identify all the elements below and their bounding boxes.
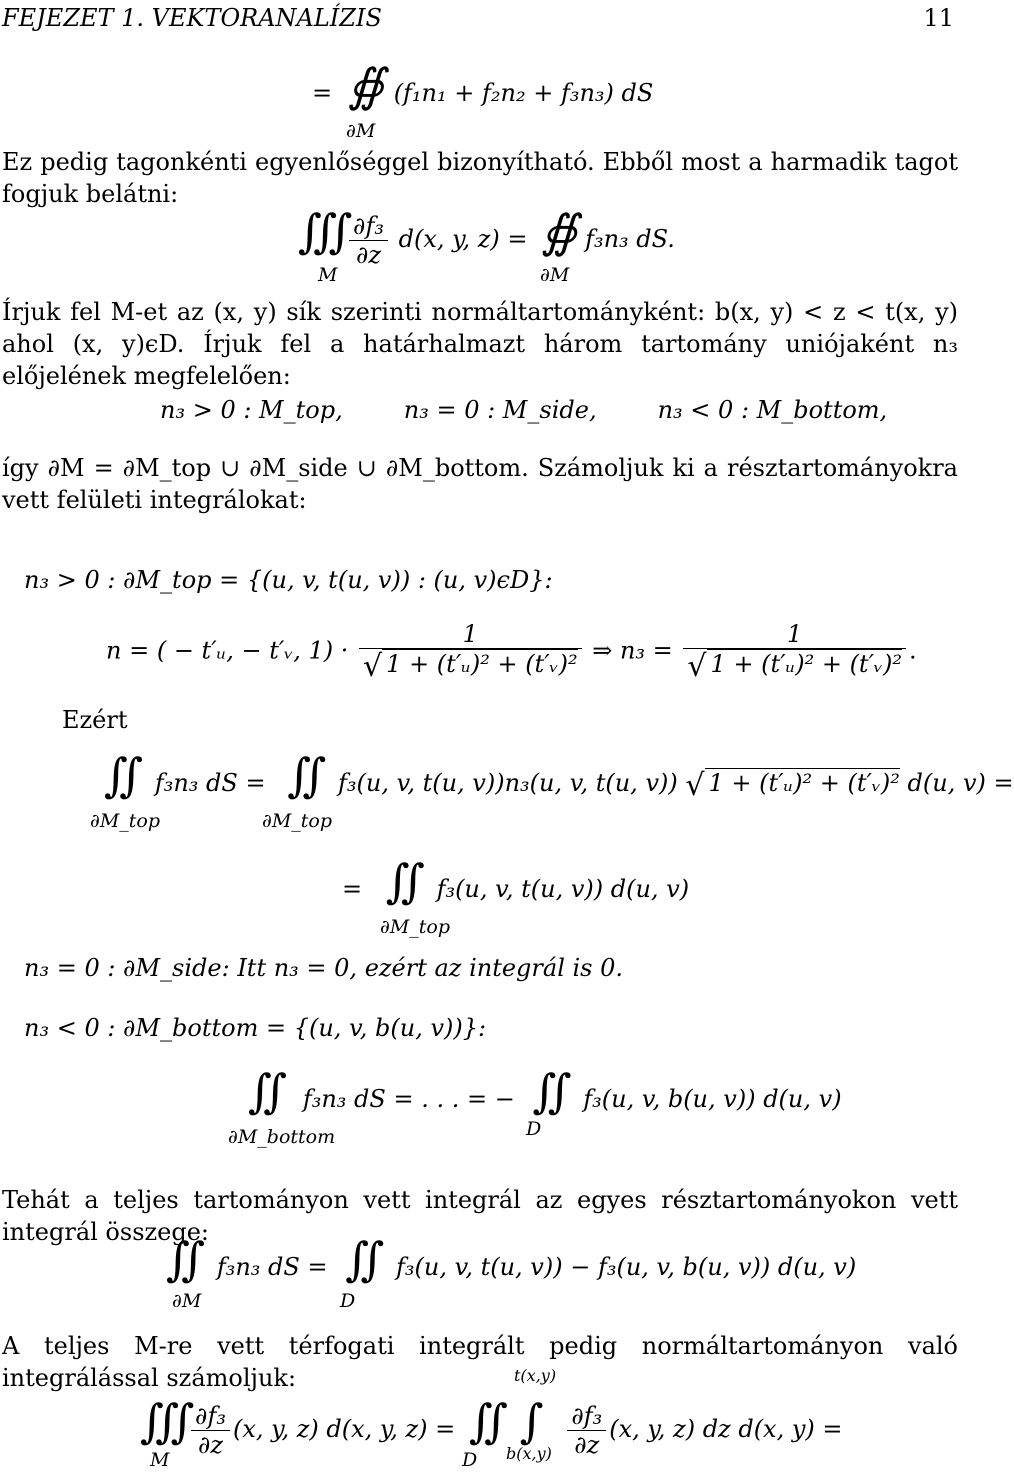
square-root-sign: √ [363,649,383,684]
limit-label: ∂M_top [380,916,451,938]
limit-label: ∂M_top [262,810,333,832]
limit-label: M [150,1449,170,1471]
case-top-heading: n₃ > 0 : ∂M_top = {(u, v, t(u, v)) : (u, v)ϵD}: [24,566,553,594]
limit-label: D [526,1118,542,1140]
double-integral-sign: ∬ [104,748,130,802]
word-ezert: Ezért [62,706,128,734]
double-integral-sign: ∬ [385,854,411,908]
limit-label: ∂M [172,1290,202,1312]
double-integral-sign: ∬ [345,1232,371,1286]
double-integral-sign: ∬ [532,1064,558,1118]
n3-fraction: $\frac{1}{\text{√ 1 + (t′ᵤ)² + (t′ᵥ)²}}$ [683,620,906,684]
limit-label: ∂M [540,264,570,286]
triple-integral-sign: ∭ [140,1394,181,1448]
paragraph: Ez pedig tagonkénti egyenlőséggel bizonyítható. Ebből most a harmadik tagot fogjuk belátni: [2,148,958,208]
partial-derivative-fraction: $\frac{\text{∂f₃}}{\partial z}$ [191,1402,230,1459]
equation-divergence-expansion: = ∯ (f₁n₁ + f₂n₂ + f₃n₃) dS [312,58,654,112]
equation-boundary-cases: n₃ > 0 : M_top, n₃ = 0 : M_side, n₃ < 0 : M_bottom, [160,396,888,424]
double-integral-sign: ∬ [166,1232,192,1286]
case-side-line: n₃ = 0 : ∂M_side: Itt n₃ = 0, ezért az integrál is 0. [24,954,624,982]
integral-sign: ∫ [519,1394,530,1448]
equation-top-integral-result: = ∬ f₃(u, v, t(u, v)) d(u, v) [342,854,690,908]
closed-surface-integral-sign: ∯ [347,58,371,112]
running-header-page-number: 11 [923,4,954,32]
paragraph: Tehát a teljes tartományon vett integrál az egyes résztartományokon vett integrál összege: [2,1186,958,1246]
limit-label: ∂M [346,120,376,142]
lower-limit-label: b(x,y) [506,1444,552,1463]
double-integral-sign: ∬ [248,1064,274,1118]
equation-bottom-integral: ∬ f₃n₃ dS = . . . = − ∬ f₃(u, v, b(u, v)) d(u, v) [248,1064,842,1118]
closed-surface-integral-sign: ∯ [541,204,564,258]
running-header-title: FEJEZET 1. VEKTORANALÍZIS [2,4,382,32]
limit-label: D [462,1449,478,1471]
upper-limit-label: t(x,y) [514,1366,557,1385]
limit-label: M [318,264,338,286]
normalization-fraction: $\frac{1}{\text{√ 1 + (t′ᵤ)² + (t′ᵥ)²}}$ [359,620,582,684]
equation-top-integral: ∬ f₃n₃ dS = ∬ f₃(u, v, t(u, v))n₃(u, v, t(u, v)) √ 1 + (t′ᵤ)² + (t′ᵥ)² d(u, v) = [104,748,1014,803]
square-root-sign: √ [685,768,705,803]
equation-third-term: ∭ $\frac{\text{∂f₃}}{\partial z}$ d(x, y, z) = ∯ f₃n₃ dS. [298,204,675,269]
equation-volume-integral: ∭ $\frac{\text{∂f₃}}{\partial z}$ (x, y, z) d(x, y, z) = ∬ ∫ $\frac{\text{∂f₃}}{\partial z}$ (x, y, z) dz d(x, y) = [140,1394,843,1459]
square-root-sign: √ [687,649,707,684]
case-bottom-heading: n₃ < 0 : ∂M_bottom = {(u, v, b(u, v))}: [24,1014,487,1042]
paragraph: Írjuk fel M-et az (x, y) sík szerinti normáltartományként: b(x, y) < z < t(x, y) ahol (x, y)ϵD. Írjuk fel a határhalmazt három tartomány uniójaként n₃ előjelének megfelelően: [2,298,958,390]
limit-label: ∂M_top [90,810,161,832]
triple-integral-sign: ∭ [298,204,339,258]
limit-label: ∂M_bottom [228,1126,336,1148]
equation-normal-vector: n = ( − t′ᵤ, − t′ᵥ, 1) · $\frac{1}{\text{√ 1 + (t′ᵤ)² + (t′ᵥ)²}}$ ⇒ n₃ = $\frac{1}{\text{√ 1 + (t′ᵤ)² + (t′ᵥ)²}}$ . [106,620,917,684]
double-integral-sign: ∬ [468,1394,495,1448]
partial-derivative-fraction: $\frac{\text{∂f₃}}{\partial z}$ [349,212,388,269]
double-integral-sign: ∬ [287,748,313,802]
paragraph: így ∂M = ∂M_top ∪ ∂M_side ∪ ∂M_bottom. Számoljuk ki a résztartományokra vett felületi integrálokat: [2,454,958,514]
paragraph: A teljes M-re vett térfogati integrált pedig normáltartományon való integrálással számoljuk: [2,1332,958,1392]
equation-total-integral: ∬ f₃n₃ dS = ∬ f₃(u, v, t(u, v)) − f₃(u, v, b(u, v)) d(u, v) [166,1232,857,1286]
limit-label: D [340,1290,356,1312]
partial-derivative-fraction: $\frac{\text{∂f₃}}{\partial z}$ [567,1402,606,1459]
